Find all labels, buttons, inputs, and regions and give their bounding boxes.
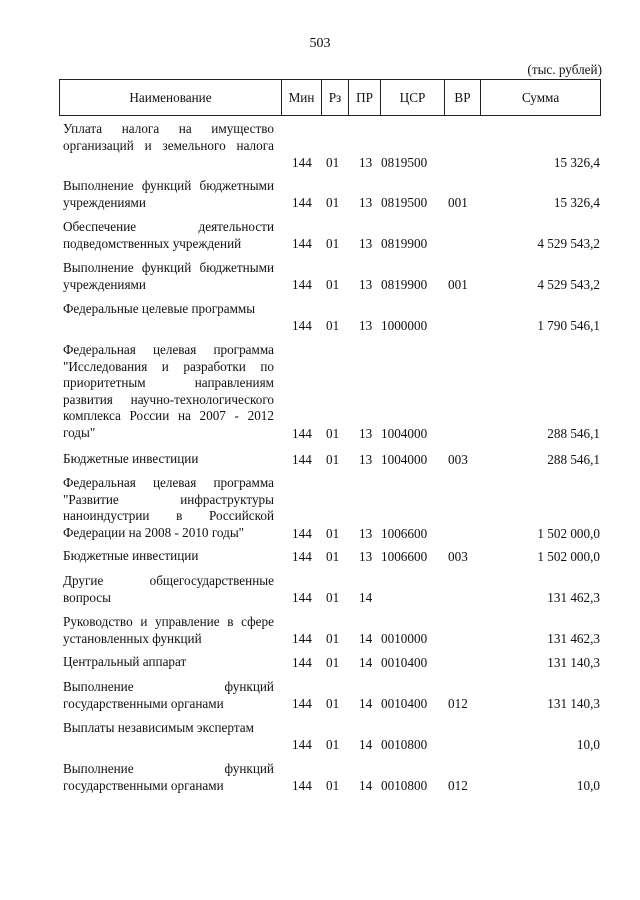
row-sum: 10,0 <box>576 777 600 793</box>
table-row <box>0 720 640 753</box>
row-rz: 01 <box>326 589 340 605</box>
row-pr: 13 <box>359 525 373 541</box>
row-min: 144 <box>292 525 312 541</box>
row-min: 144 <box>292 451 312 467</box>
row-rz: 01 <box>326 695 340 711</box>
row-pr: 13 <box>359 451 373 467</box>
row-min: 144 <box>292 154 312 170</box>
row-min: 144 <box>292 425 312 441</box>
row-name: Уплата налога на имущество организаций и земельного налога <box>63 121 274 153</box>
row-rz: 01 <box>326 276 340 292</box>
header-min: Мин <box>281 80 321 115</box>
row-pr: 13 <box>359 425 373 441</box>
row-rz: 01 <box>326 525 340 541</box>
row-pr: 14 <box>359 695 373 711</box>
row-pr: 13 <box>359 194 373 210</box>
row-csr: 0010000 <box>381 630 428 646</box>
row-csr: 0010800 <box>381 777 428 793</box>
row-name: Обеспечение деятельности подведомственных учреждений <box>63 219 274 251</box>
table-row <box>0 654 640 671</box>
row-min: 144 <box>292 548 312 564</box>
row-min: 144 <box>292 736 312 752</box>
row-csr: 1006600 <box>381 525 428 541</box>
table-row <box>0 548 640 565</box>
row-rz: 01 <box>326 736 340 752</box>
row-min: 144 <box>292 194 312 210</box>
row-sum: 131 140,3 <box>547 695 600 711</box>
row-name: Руководство и управление в сфере установленных функций <box>63 614 274 646</box>
row-min: 144 <box>292 630 312 646</box>
row-rz: 01 <box>326 317 340 333</box>
row-vr: 001 <box>448 194 468 210</box>
row-csr: 0010400 <box>381 654 428 670</box>
row-rz: 01 <box>326 654 340 670</box>
row-sum: 1 502 000,0 <box>537 525 600 541</box>
row-sum: 131 462,3 <box>547 589 600 605</box>
row-min: 144 <box>292 317 312 333</box>
row-csr: 0819900 <box>381 235 428 251</box>
row-pr: 13 <box>359 235 373 251</box>
row-name: Бюджетные инвестиции <box>63 548 199 563</box>
row-sum: 15 326,4 <box>553 154 600 170</box>
row-pr: 13 <box>359 154 373 170</box>
row-sum: 4 529 543,2 <box>537 235 600 251</box>
row-csr: 0819500 <box>381 194 428 210</box>
table-row <box>0 121 640 171</box>
table-row <box>0 475 640 542</box>
row-pr: 13 <box>359 548 373 564</box>
row-name: Выполнение функций государственными органами <box>63 679 274 711</box>
table-row <box>0 342 640 442</box>
row-name: Выплаты независимым экспертам <box>63 720 254 735</box>
header-name: Наименование <box>129 89 212 105</box>
row-pr: 14 <box>359 589 373 605</box>
row-vr: 003 <box>448 451 468 467</box>
header-pr: ПР <box>348 80 380 115</box>
row-pr: 14 <box>359 654 373 670</box>
row-rz: 01 <box>326 777 340 793</box>
table-row <box>0 178 640 211</box>
row-rz: 01 <box>326 235 340 251</box>
row-name: Выполнение функций государственными органами <box>63 761 274 793</box>
table-row <box>0 260 640 293</box>
row-sum: 1 790 546,1 <box>537 317 600 333</box>
row-csr: 0010800 <box>381 736 428 752</box>
table-row <box>0 761 640 794</box>
row-csr: 1006600 <box>381 548 428 564</box>
row-rz: 01 <box>326 451 340 467</box>
row-pr: 14 <box>359 777 373 793</box>
row-sum: 288 546,1 <box>547 425 600 441</box>
row-rz: 01 <box>326 154 340 170</box>
row-name: Центральный аппарат <box>63 654 187 669</box>
row-rz: 01 <box>326 194 340 210</box>
row-sum: 288 546,1 <box>547 451 600 467</box>
row-pr: 13 <box>359 276 373 292</box>
header-rz: Рз <box>321 80 348 115</box>
row-rz: 01 <box>326 630 340 646</box>
row-name: Бюджетные инвестиции <box>63 451 199 466</box>
header-csr: ЦСР <box>380 80 444 115</box>
row-csr: 1004000 <box>381 425 428 441</box>
row-sum: 131 140,3 <box>547 654 600 670</box>
row-rz: 01 <box>326 548 340 564</box>
row-sum: 4 529 543,2 <box>537 276 600 292</box>
row-pr: 14 <box>359 736 373 752</box>
row-name: Федеральная целевая программа "Развитие инфраструктуры наноиндустрии в Российской Федерации на 2008 - 2010 годы" <box>63 475 274 540</box>
row-min: 144 <box>292 777 312 793</box>
row-csr: 1000000 <box>381 317 428 333</box>
row-sum: 131 462,3 <box>547 630 600 646</box>
row-vr: 012 <box>448 695 468 711</box>
header-sum: Сумма <box>480 80 600 115</box>
row-vr: 001 <box>448 276 468 292</box>
units-note: (тыс. рублей) <box>527 62 602 77</box>
row-pr: 14 <box>359 630 373 646</box>
table-row <box>0 301 640 334</box>
row-min: 144 <box>292 589 312 605</box>
row-csr: 1004000 <box>381 451 428 467</box>
row-sum: 1 502 000,0 <box>537 548 600 564</box>
row-pr: 13 <box>359 317 373 333</box>
row-min: 144 <box>292 695 312 711</box>
row-csr: 0819900 <box>381 276 428 292</box>
row-sum: 15 326,4 <box>553 194 600 210</box>
table-row <box>0 614 640 647</box>
row-name: Выполнение функций бюджетными учреждениями <box>63 178 274 210</box>
header-vr: ВР <box>444 80 480 115</box>
page-number: 503 <box>309 36 331 51</box>
table-row <box>0 679 640 712</box>
row-csr: 0819500 <box>381 154 428 170</box>
table-header <box>59 79 601 116</box>
row-name: Другие общегосударственные вопросы <box>63 573 274 605</box>
row-csr: 0010400 <box>381 695 428 711</box>
row-name: Федеральная целевая программа "Исследования и разработки по приоритетным направлениям развития научно-технологического комплекса России на 2007 - 2012 годы" <box>63 342 274 440</box>
row-rz: 01 <box>326 425 340 441</box>
row-min: 144 <box>292 654 312 670</box>
row-vr: 012 <box>448 777 468 793</box>
row-name: Выполнение функций бюджетными учреждениями <box>63 260 274 292</box>
row-min: 144 <box>292 276 312 292</box>
row-vr: 003 <box>448 548 468 564</box>
table-row <box>0 573 640 606</box>
row-name: Федеральные целевые программы <box>63 301 256 316</box>
row-sum: 10,0 <box>576 736 600 752</box>
table-row <box>0 219 640 252</box>
row-min: 144 <box>292 235 312 251</box>
table-row <box>0 451 640 468</box>
